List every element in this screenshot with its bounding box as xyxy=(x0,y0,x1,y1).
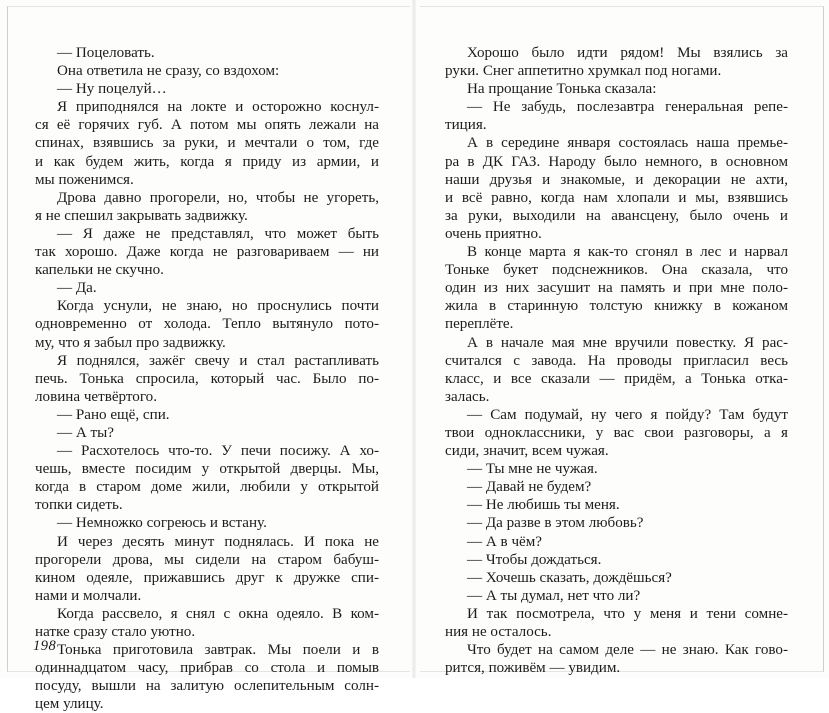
text-line: Когда рассвело, я снял с окна одеяло. В ком- xyxy=(57,605,379,622)
text-line: му, что я забыл про задвижку. xyxy=(35,334,226,351)
text-line: рится, поживём — увидим. xyxy=(445,660,621,677)
text-line: считался с завода. На проводы пригласил весь xyxy=(445,352,788,369)
text-line: и как будем жить, когда я приду из армии, и xyxy=(35,153,379,170)
text-line: А в середине января состоялась наша премье- xyxy=(467,135,788,152)
text-line: за руки, выходили на авансцену, было очень и xyxy=(445,207,788,224)
text-line: Она ответила не сразу, со вздохом: xyxy=(57,63,280,80)
text-line: На прощание Тонька сказала: xyxy=(467,81,657,98)
text-line: переплёте. xyxy=(445,316,514,333)
text-line: — Не забудь, послезавтра генеральная репе- xyxy=(467,99,788,116)
text-line: сиди, значит, всем чужая. xyxy=(445,443,609,460)
text-line: топки сидеть. xyxy=(35,497,123,514)
text-line: печь. Тонька спросила, который час. Было по- xyxy=(35,370,379,387)
text-line: — Хочешь сказать, дождёшься? xyxy=(467,569,672,586)
text-line: Хорошо было идти рядом! Мы взялись за xyxy=(467,45,788,61)
text-line: — Поцеловать. xyxy=(57,45,155,61)
text-line: — Я даже не представлял, что может быть xyxy=(57,225,379,242)
text-line: одновременно от холода. Тепло вытянуло пото- xyxy=(35,316,379,333)
text-line: я не спешил закрывать задвижку. xyxy=(35,207,248,224)
text-line: — Сам подумай, ну чего я пойду? Там будут xyxy=(467,406,788,423)
text-line: чешь, вместе посидим у открытой дверцы. Мы, xyxy=(35,461,379,478)
text-line: один из них засушит на память и при мне поло- xyxy=(445,280,788,297)
text-line: — Расхотелось что-то. У печи посижу. А хо- xyxy=(57,443,379,460)
text-line: ния не осталось. xyxy=(445,624,552,640)
text-line: ся её горячих губ. А потом мы опять лежали на xyxy=(35,117,379,134)
left-text-column xyxy=(35,44,379,713)
text-line: — Да разве в этом любовь? xyxy=(467,515,644,532)
text-line: наши друзья и знакомые, и декорации не ахти, xyxy=(445,171,788,188)
text-line: — Чтобы дождаться. xyxy=(467,551,602,568)
text-line: И через десять минут поднялась. И пока не xyxy=(57,533,379,550)
text-line: когда в старом доме жили, любили у открытой xyxy=(35,479,379,496)
text-line: В конце марта я как-то сгонял в лес и нарвал xyxy=(467,244,788,261)
text-line: ловина четвёртого. xyxy=(35,388,157,405)
text-line: одиннадцатом часу, прибрав со стола и помыв xyxy=(35,660,379,677)
text-line: — Ну поцелуй… xyxy=(57,81,167,98)
text-line: — Ты мне не чужая. xyxy=(467,461,598,478)
text-line: — А в чём? xyxy=(467,533,542,550)
page-number: 198 xyxy=(33,638,57,654)
text-line: мы поженимся. xyxy=(35,171,134,188)
text-line: и всё равно, когда нам хлопали и мы, взявшись xyxy=(445,189,788,206)
text-line: так хорошо. Даже когда не разговариваем — ни xyxy=(35,244,379,261)
text-line: Тоньке букет подснежников. Она сказала, что xyxy=(445,262,788,279)
text-line: Когда уснули, не знаю, но проснулись почти xyxy=(57,298,379,315)
text-line: Что будет на самом деле — не знаю. Как гово- xyxy=(467,642,788,659)
text-line: — Не любишь ты меня. xyxy=(467,497,620,514)
text-line: залась. xyxy=(445,388,490,405)
text-line: цем улицу. xyxy=(35,696,104,713)
text-line: твои одноклассники, у вас свои разговоры, а я xyxy=(445,424,788,441)
text-line: Дрова давно прогорели, но, чтобы не угореть, xyxy=(57,189,379,206)
text-line: капельки не скучно. xyxy=(35,262,164,279)
text-line: — А ты думал, нет что ли? xyxy=(467,587,641,604)
text-line: очень приятно. xyxy=(445,225,542,242)
text-line: кином одеяле, прижавшись друг к дружке спи- xyxy=(35,569,379,586)
book-gutter xyxy=(411,0,417,678)
text-line: Тонька приготовила завтрак. Мы поели и в xyxy=(57,642,379,659)
text-line: натке сразу стало уютно. xyxy=(35,624,196,640)
text-line: руки. Снег аппетитно хрумкал под ногами. xyxy=(445,63,722,80)
text-line: — А ты? xyxy=(57,424,114,441)
text-line: Я приподнялся на локте и осторожно коснул- xyxy=(57,99,379,116)
text-line: — Давай не будем? xyxy=(467,479,592,496)
text-line: жила в старинную толстую книжку в кожаном xyxy=(445,298,788,315)
text-line: посуду, вышли на залитую ослепительным солн- xyxy=(35,678,379,695)
text-line: А в начале мая мне вручили повестку. Я рас- xyxy=(467,334,788,351)
text-line: Я поднялся, зажёг свечу и стал растапливать xyxy=(57,352,379,369)
text-line: — Немножко согреюсь и встану. xyxy=(57,515,267,532)
text-line: — Рано ещё, спи. xyxy=(57,406,170,423)
text-line: прогорели дрова, мы сидели на старом бабуш- xyxy=(35,551,379,568)
right-text-column xyxy=(445,44,788,677)
text-line: спинах, взявшись за руки, и мечтали о том, где xyxy=(35,135,379,152)
text-line: нами и молчали. xyxy=(35,587,142,604)
text-line: класс, и все сказали — придём, а Тонька отка- xyxy=(445,370,788,387)
text-line: И так посмотрела, что у меня и тени сомне- xyxy=(467,605,788,622)
text-line: тиция. xyxy=(445,117,487,134)
text-line: ра в ДК ГАЗ. Народу было немного, в основном xyxy=(445,153,788,170)
text-line: — Да. xyxy=(57,280,97,297)
